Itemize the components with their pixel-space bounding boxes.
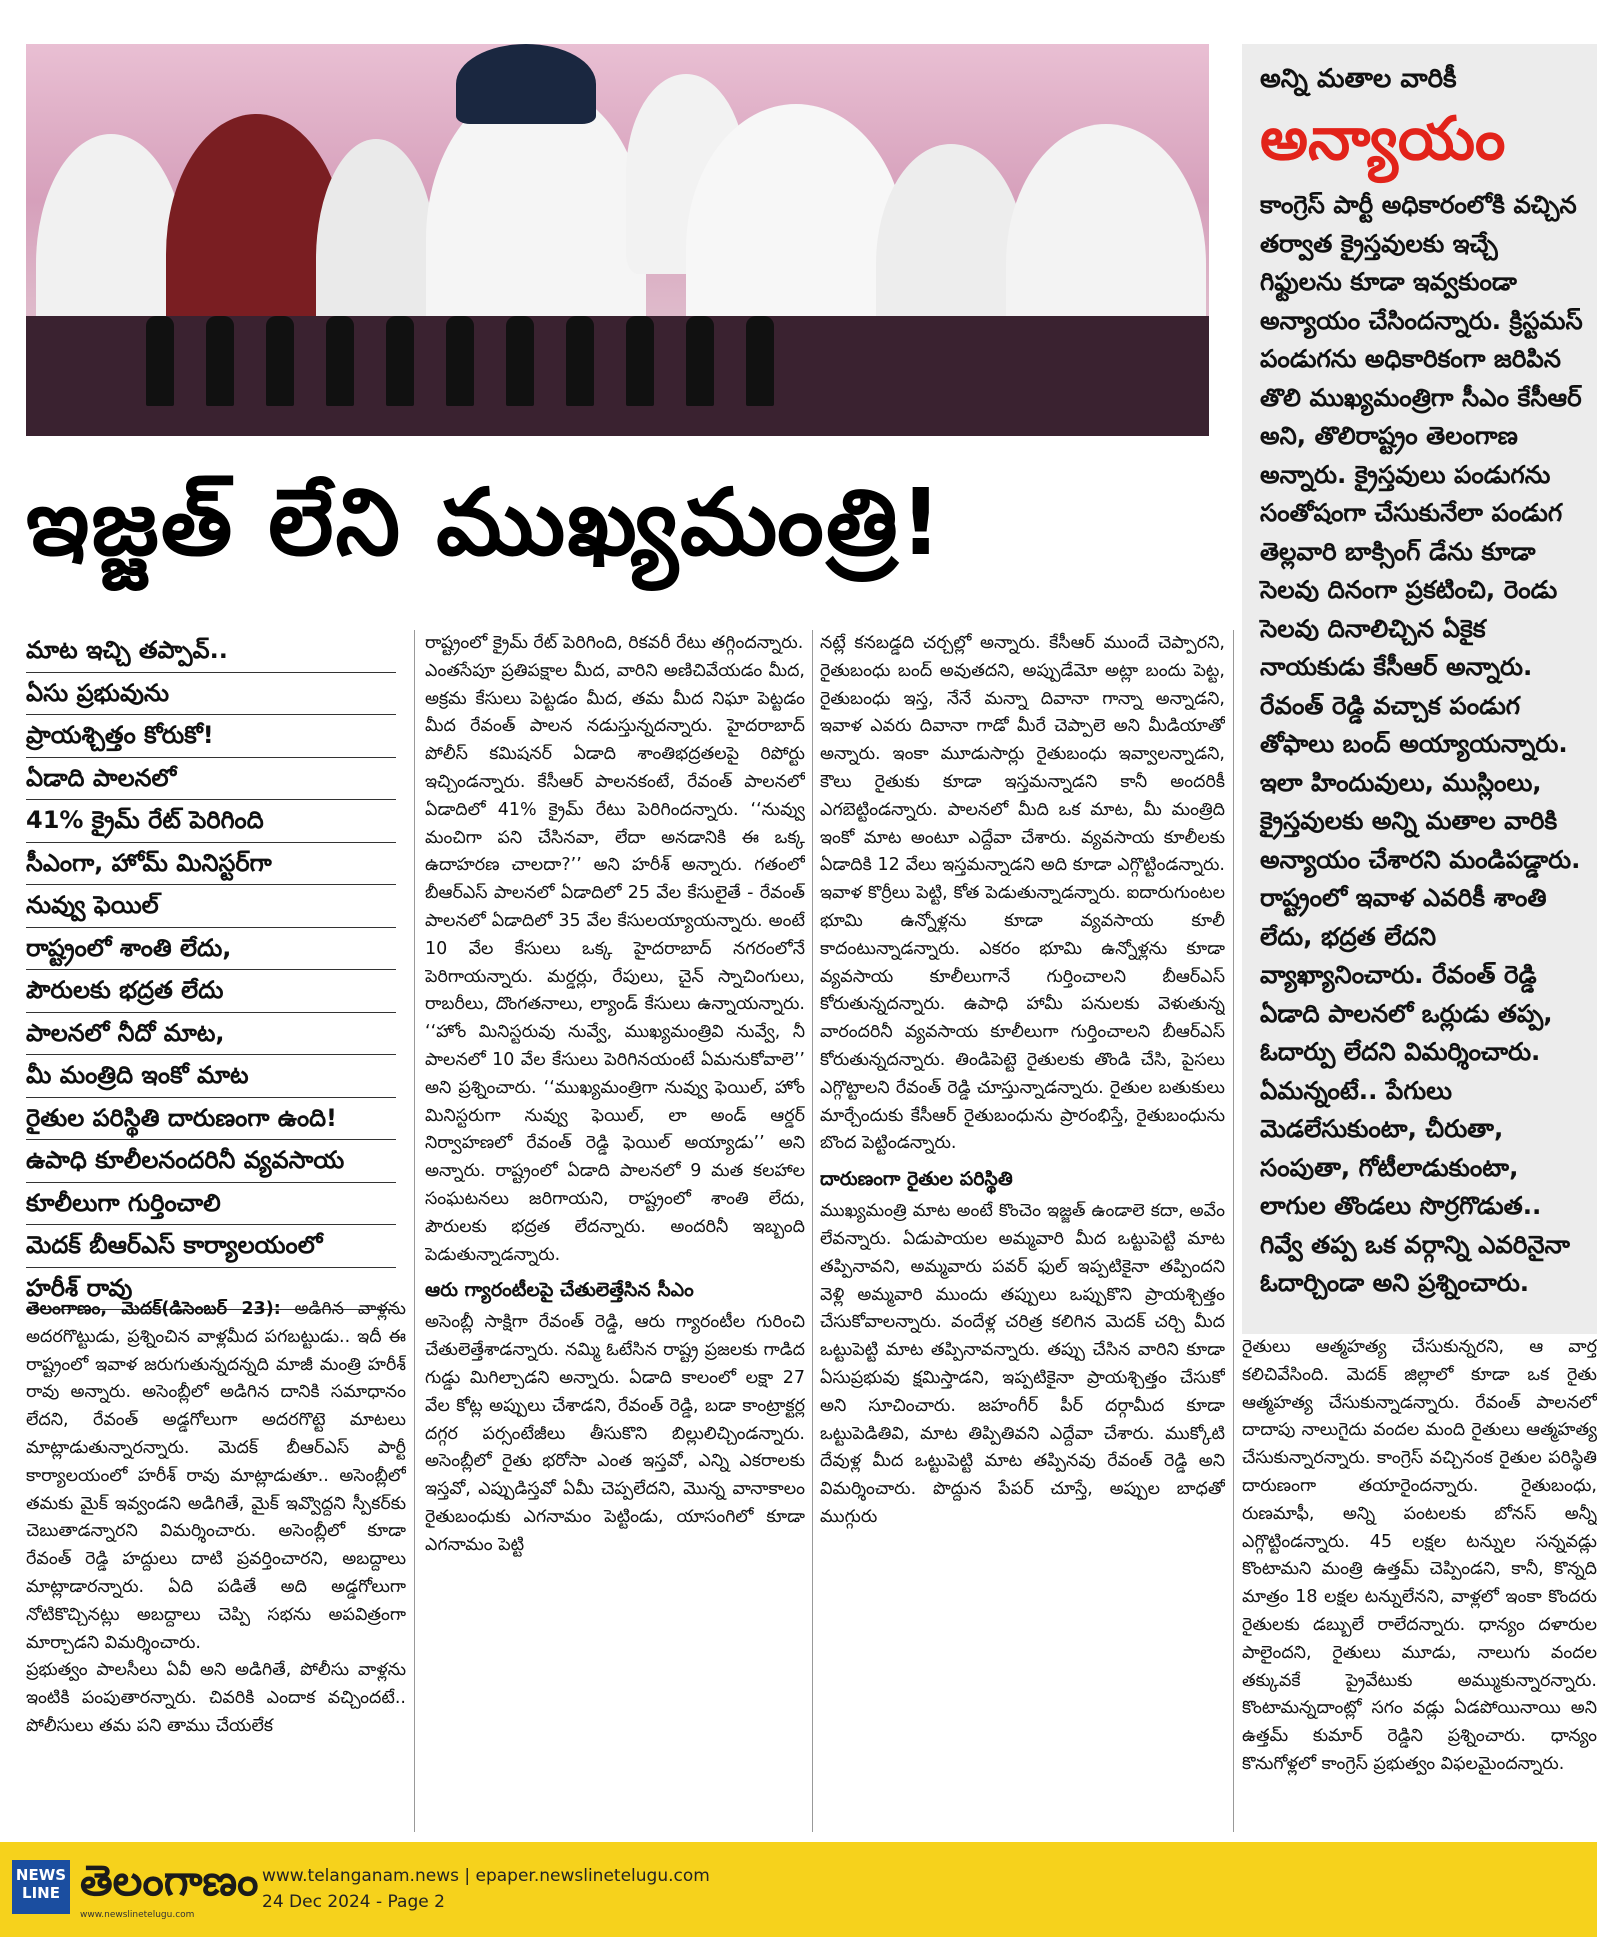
paragraph: రాష్ట్రంలో క్రైమ్ రేట్ పెరిగింది, రికవరీ రేటు తగ్గిందన్నారు. [425, 633, 804, 653]
paragraph: ముఖ్యమంత్రి మాట అంటే కొంచెం ఇజ్జత్ ఉండాలె కదా, అవేం లేవన్నారు. ఏడుపాయల అమ్మవారి మీద ఒట్టుపెట్టి మాట తప్పినావని, అమ్మవారు పవర్ ఫుల్ ఇప్పటికైనా తప్పిందని వెళ్లి అమ్మవారి ముందు తప్పులు ఒప్పుకొని ప్రాయశ్చిత్తం చేసుకోవాలన్నారు. వందేళ్ల చరిత్ర కలిగిన మెదక్ చర్చి మీద ఒట్టుపెట్టి మాట తప్పినావన్నారు. తప్పు చేసిన వారిని కూడా ఏసుప్రభువు క్షమిస్తాడని, ఇప్పటికైనా ప్రాయశ్చిత్తం చేసుకో అని సూచించారు. జహంగీర్ పీర్ దర్గామీద కూడా ఒట్టుపెడితివి, మాట తిప్పితివని ఎద్దేవా చేశారు. ముక్కోటి దేవుళ్ల మీద ఒట్టుపెట్టి మాట తప్పినవు రేవంత్ రెడ్డి అని విమర్శించారు. పొద్దున పేపర్ చూస్తే, అప్పుల బాధతో ముగ్గురు [820, 1201, 1225, 1527]
sidebar-headline: అన్యాయం [1260, 104, 1506, 174]
highlight-item: మాట ఇచ్చి తప్పావ్.. [26, 630, 396, 673]
highlight-item: ఏడాది పాలనలో [26, 758, 396, 801]
highlight-item: పాలనలో నీదో మాట, [26, 1013, 396, 1056]
paragraph: నట్లే కనబడ్డది చర్చల్లో అన్నారు. కేసీఆర్ ముందే చెప్పారని, రైతుబంధు బంద్ అవుతదని, అప్పుడేమో అట్లా బందు పెట్ట, రైతుబంధు ఇస్త, నేనే మన్నా దివానా గాన్నా అన్నాడని, ఇవాళ ఎవరు దివానా గాడో మీరే చెప్పాలె అని మీడియాతో అన్నారు. ఇంకా మూడుసార్లు రైతుబంధు ఇవ్వాలన్నాడని, కౌలు రైతుకు కూడా ఇస్తమన్నాడని కానీ అందరికీ ఎగబెట్టిండన్నారు. పాలనలో మీది ఒక మాట, మీ మంత్రిది ఇంకో మాట అంటూ ఎద్దేవా చేశారు. వ్యవసాయ కూలీలకు ఏడాదికి 12 వేలు ఇస్తమన్నాడని అది కూడా ఎగ్గొట్టిండన్నారు. ఇవాళ కొర్రీలు పెట్టి, కోత పెడుతున్నాడన్నారు. ఐదారుగుంటల భూమి ఉన్నోళ్లను కూడా వ్యవసాయ కూలీ కాదంటున్నాడన్నారు. ఎకరం భూమి ఉన్నోళ్లను కూడా వ్యవసాయ కూలీలుగానే గుర్తించాలని బీఆర్ఎస్ కోరుతున్నదన్నారు. ఉపాధి హామీ పనులకు వెళుతున్న వారందరినీ వ్యవసాయ కూలీలుగా గుర్తించాలని బీఆర్ఎస్ కోరుతున్నదన్నారు. తిండిపెట్టె రైతులకు తొండి చేసి, పైసలు ఎగ్గొట్టాలని రేవంత్ రెడ్డి చూస్తున్నాడన్నారు. రైతుల బతుకులు మార్చేందుకు కేసీఆర్ రైతుబంధును ప్రారంభిస్తే, రైతుబంధును బొంద పెట్టిండన్నారు. [820, 633, 1225, 1154]
newsline-logo: NEWS LINE [12, 1860, 70, 1914]
subheading: ఆరు గ్యారంటీలపై చేతులెత్తేసిన సీఎం [425, 1279, 694, 1302]
column-divider [1233, 630, 1234, 1832]
headline: ఇజ్జత్ లేని ముఖ్యమంత్రి! [26, 469, 944, 576]
sidebar-kicker: అన్ని మతాల వారికీ [1260, 64, 1457, 94]
highlight-item: 41% క్రైమ్ రేట్ పెరిగింది [26, 800, 396, 843]
highlight-item: సీఎంగా, హోమ్ మినిస్టర్‌గా [26, 843, 396, 886]
highlight-item: ఏసు ప్రభువును [26, 673, 396, 716]
highlight-item: రైతుల పరిస్థితి దారుణంగా ఉంది! [26, 1098, 396, 1141]
footer-bar [0, 1842, 1597, 1937]
telanganam-logo: తెలంగాణం [80, 1856, 259, 1905]
column-divider [812, 630, 813, 1832]
highlight-item: ప్రాయశ్చిత్తం కోరుకో! [26, 715, 396, 758]
subheading: దారుణంగా రైతుల పరిస్థితి [820, 1168, 1013, 1191]
highlight-item: ఉపాధి కూలీలనందరినీ వ్యవసాయ [26, 1140, 396, 1183]
dateline: తెలంగాణం, మెదక్(డిసెంబర్ 23): [26, 1299, 281, 1319]
highlight-item: కూలీలుగా గుర్తించాలి [26, 1183, 396, 1226]
paragraph: అడిగిన వాళ్లను అదరగొట్టుడు, ప్రశ్నించిన వాళ్లమీద పగబట్టుడు.. ఇదీ ఈ రాష్ట్రంలో ఇవాళ జరుగుతున్నదన్నది మాజీ మంత్రి హరీశ్ రావు అన్నారు. అసెంబ్లీలో అడిగిన దానికి సమాధానం లేదని, రేవంత్ అడ్డగోలుగా అదరగొట్టె మాటలు మాట్లాడుతున్నారన్నారు. మెదక్ బీఆర్ఎస్ పార్టీ కార్యాలయంలో హరీశ్ రావు మాట్లాడుతూ.. అసెంబ్లీలో తమకు మైక్ ఇవ్వండని అడిగితే, మైక్ ఇవ్వొద్దని స్పీకర్‌కు చెబుతాడన్నారని విమర్శించారు. అసెంబ్లీలో కూడా రేవంత్ రెడ్డి హద్దులు దాటి ప్రవర్తించారని, అబద్దాలు మాట్లాడారన్నారు. ఏది పడితే అది అడ్డగోలుగా నోటికొచ్చినట్లు అబద్దాలు చెప్పి సభను అపవిత్రంగా మార్చాడని విమర్శించారు. [26, 1299, 406, 1653]
sidebar-box [1242, 44, 1597, 1334]
highlights-list [26, 630, 396, 1310]
paragraph: అసెంబ్లీ సాక్షిగా రేవంత్ రెడ్డి, ఆరు గ్యారంటీల గురించి చేతులెత్తేశాడన్నారు. నమ్మి ఓటేసిన రాష్ట్ర ప్రజలకు గాడిద గుడ్డు మిగిల్చాడని అన్నారు. ఏడాది కాలంలో లక్షా 27 వేల కోట్ల అప్పులు చేశాడని, రేవంత్ రెడ్డి, బడా కాంట్రాక్టర్ల దగ్గర పర్సంటేజీలు తీసుకొని బిల్లులిచ్చిండన్నారు. అసెంబ్లీలో రైతు భరోసా ఎంత ఇస్తవో, ఎన్ని ఎకరాలకు ఇస్తవో, ఎప్పుడిస్తవో ఏమీ చెప్పలేదని, మొన్న వానాకాలం రైతుబంధుకు ఎగనామం పెట్టిండు, యాసంగిలో కూడా ఎగనామం పెట్టి [425, 1312, 805, 1555]
column-divider [414, 630, 415, 1832]
highlight-item: మీ మంత్రిది ఇంకో మాట [26, 1055, 396, 1098]
article-column-4 [1242, 1334, 1597, 1832]
article-column-1 [26, 1296, 406, 1832]
paragraph: రైతులు ఆత్మహత్య చేసుకున్నరని, ఆ వార్త కలిచివేసింది. మెదక్ జిల్లాలో కూడా ఒక రైతు ఆత్మహత్య చేసుకున్నాడన్నారు. రేవంత్ పాలనలో దాదాపు నాలుగైదు వందల మంది రైతులు ఆత్మహత్య చేసుకున్నారన్నారు. కాంగ్రెస్ వచ్చినంక రైతుల పరిస్థితి దారుణంగా తయారైందన్నారు. రైతుబంధు, రుణమాఫీ, అన్ని పంటలకు బోనస్ అన్నీ ఎగ్గొట్టిండన్నారు. 45 లక్షల టన్నుల సన్నవడ్లు కొంటామని మంత్రి ఉత్తమ్ చెప్పిండని, కానీ, కొన్నది మాత్రం 18 లక్షల టన్నులేనని, వాళ్లలో ఇంకా కొందరు రైతులకు డబ్బులే రాలేదన్నారు. ధాన్యం దళారుల పాలైందని, రైతులు మూడు, నాలుగు వందల తక్కువకే ప్రైవేటుకు అమ్ముకున్నారన్నారు. కొంటామన్నదాంట్లో సగం వడ్లు ఏడపోయినాయి అని ఉత్తమ్ కుమార్ రెడ్డిని ప్రశ్నించారు. ధాన్యం కొనుగోళ్లలో కాంగ్రెస్ ప్రభుత్వం విఫలమైందన్నారు. [1242, 1337, 1597, 1774]
highlight-item: పౌరులకు భద్రత లేదు [26, 970, 396, 1013]
highlight-item: రాష్ట్రంలో శాంతి లేదు, [26, 928, 396, 971]
paragraph: ప్రభుత్వం పాలసీలు ఏవీ అని అడిగితే, పోలీసు వాళ్లను ఇంటికి పంపుతారన్నారు. చివరికి ఎందాక వచ్చిందటే.. పోలీసులు తమ పని తాము చేయలేక [26, 1660, 406, 1736]
highlight-item: నువ్వు ఫెయిల్ [26, 885, 396, 928]
footer-date-page: 24 Dec 2024 - Page 2 [262, 1892, 445, 1912]
highlight-item: హరీశ్ రావు [26, 1268, 396, 1311]
highlight-item: మెదక్ బీఆర్ఎస్ కార్యాలయంలో [26, 1225, 396, 1268]
paragraph: ఎంతసేపూ ప్రతిపక్షాల మీద, వారిని అణిచివేయడం మీద, అక్రమ కేసులు పెట్టడం మీద, తమ మీద నిఘా పెట్టడం మీద రేవంత్ పాలన నడుస్తున్నదన్నారు. హైదరాబాద్ పోలీస్ కమిషనర్ ఏడాది శాంతిభద్రతలపై రిపోర్టు ఇచ్చిండన్నారు. కేసీఆర్ పాలనకంటే, రేవంత్ పాలనలో ఏడాదిలో 41% క్రైమ్ రేటు పెరిగిందన్నారు. ‘‘నువ్వు మంచిగా పని చేసినవా, లేదా అనడానికి ఈ ఒక్క ఉదాహరణ చాలదా?’’ అని హరీశ్ అన్నారు. గతంలో బీఆర్ఎస్ పాలనలో ఏడాదిలో 25 వేల కేసులైతే - రేవంత్ పాలనలో ఏడాదిలో 35 వేల కేసులయ్యాయన్నారు. అంటే 10 వేల కేసులు ఒక్క హైదరాబాద్ నగరంలోనే పెరిగాయన్నారు. మర్డర్లు, రేపులు, చైన్ స్నాచింగులు, రాబరీలు, దొంగతనాలు, ల్యాండ్ కేసులు ఉన్నాయన్నారు. ‘‘హోం మినిస్టరువు నువ్వే, ముఖ్యమంత్రివి నువ్వే, నీ పాలనలో 10 వేల కేసులు పెరిగినయంటే ఏమనుకోవాలె’’ అని ప్రశ్నించారు. ‘‘ముఖ్యమంత్రిగా నువ్వు ఫెయిల్, హోం మినిస్టరుగా నువ్వు ఫెయిల్, లా అండ్ ఆర్డర్ నిర్వాహణలో రేవంత్ రెడ్డి ఫెయిల్ అయ్యాడు’’ అని అన్నారు. రాష్ట్రంలో ఏడాది పాలనలో 9 మత కలహాల సంఘటనలు జరిగాయని, రాష్ట్రంలో శాంతి లేదు, పౌరులకు భద్రత లేదన్నారు. అందరినీ ఇబ్బంది పెడుతున్నాడన్నారు. [425, 660, 805, 1265]
logo-tagline: www.newslinetelugu.com [80, 1910, 195, 1920]
footer-urls: www.telanganam.news | epaper.newslinetelugu.com [262, 1866, 710, 1886]
article-column-2 [425, 630, 805, 1832]
article-column-3 [820, 630, 1225, 1832]
press-conference-photo [26, 44, 1209, 436]
sidebar-body: కాంగ్రెస్ పార్టీ అధికారంలోకి వచ్చిన తర్వాత క్రైస్తవులకు ఇచ్చే గిఫ్టులను కూడా ఇవ్వకుండా అన్యాయం చేసిందన్నారు. క్రిస్టమస్ పండుగను అధికారికంగా జరిపిన తొలి ముఖ్యమంత్రిగా సీఎం కేసీఆర్ అని, తొలిరాష్ట్రం తెలంగాణ అన్నారు. క్రైస్తవులు పండుగను సంతోషంగా చేసుకునేలా పండుగ తెల్లవారి బాక్సింగ్ డేను కూడా సెలవు దినంగా ప్రకటించి, రెండు సెలవు దినాలిచ్చిన ఏకైక నాయకుడు కేసీఆర్ అన్నారు. రేవంత్ రెడ్డి వచ్చాక పండుగ తోఫాలు బంద్ అయ్యాయన్నారు. ఇలా హిందువులు, ముస్లింలు, క్రైస్తవులకు అన్ని మతాల వారికి అన్యాయం చేశారని మండిపడ్డారు. రాష్ట్రంలో ఇవాళ ఎవరికీ శాంతి లేదు, భద్రత లేదని వ్యాఖ్యానించారు. రేవంత్ రెడ్డి ఏడాది పాలనలో ఒర్లుడు తప్ప, ఓదార్పు లేదని విమర్శించారు. ఏమన్నంటే.. పేగులు మెడలేసుకుంటా, చీరుతా, సంపుతా, గోటీలాడుకుంటా, లాగుల తొండలు సొర్రగొడుత.. గివ్వే తప్ప ఒక వర్గాన్ని ఎవరినైనా ఓదార్చిండా అని ప్రశ్నించారు. [1260, 190, 1583, 1297]
